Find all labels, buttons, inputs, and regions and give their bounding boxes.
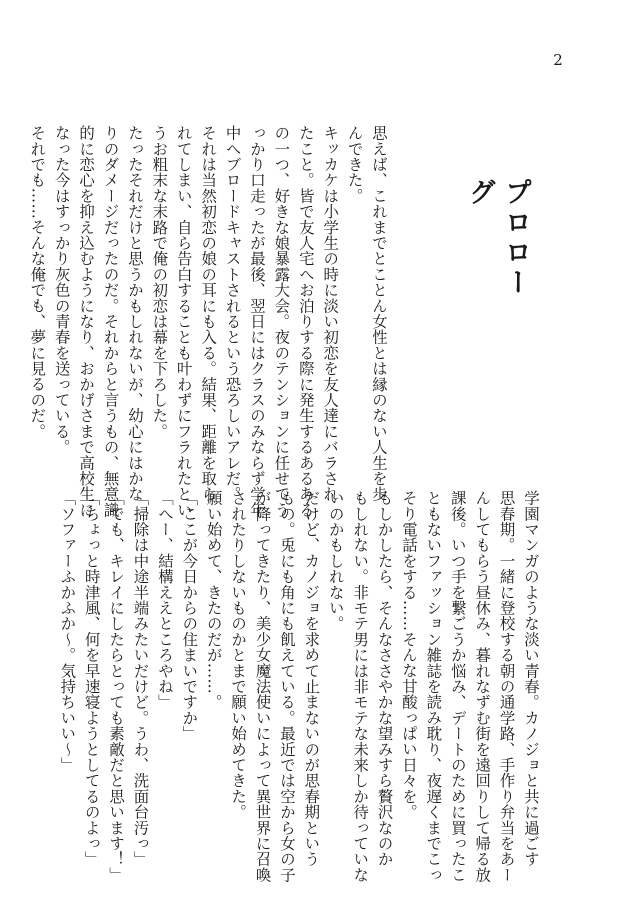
text-line: いのかもしれない。 xyxy=(326,490,345,632)
text-line: もの。兎にも角にも飢えている。最近では空から女の子 xyxy=(277,490,296,883)
text-line: だけど、カノジョを求めて止まないのが思春期という xyxy=(302,490,321,867)
text-line: 課後。いつ手を繋ごうか悩み、デートのために買ったこ xyxy=(448,490,467,883)
text-line: 思えば、これまでとことん女性とは縁のない人生を歩 xyxy=(370,125,388,502)
text-line: キッカケは小学生の時に淡い初恋を友人達にバラされ xyxy=(321,125,340,502)
text-line: されたりしないものかとまで願い始めてきた。 xyxy=(229,490,248,820)
text-line: もしれない。非モテ男には非モテな未来しか待っていな xyxy=(351,490,370,883)
text-line: 中へブロードキャストされるという恐ろしいアレだ。 xyxy=(223,125,242,502)
text-line: たったそれだけと思うかもしれないが、幼心にはかな xyxy=(125,125,144,502)
text-line: れてしまい、自ら告白することも叶わずにフラれたとい xyxy=(174,125,193,518)
text-line: そり電話をする……そんな甘酸っぱい日々を。 xyxy=(399,490,418,820)
text-line: ともないファッション雑誌を読み耽り、夜遅くまでこっ xyxy=(424,490,443,883)
text-block-bottom xyxy=(58,490,543,883)
text-line: 願い始めて、きたのだが……。 xyxy=(204,490,223,710)
chapter-title: プロローグ xyxy=(464,178,531,298)
text-line: が降ってきたり、美少女魔法使いによって異世界に召喚 xyxy=(253,490,272,883)
text-line: りのダメージだったのだ。それからと言うもの、無意識 xyxy=(101,125,120,518)
text-line: 「へー、結構ええところやね」 xyxy=(155,490,174,710)
text-line: んしてもらう昼休み、暮れなずむ街を遠回りして帰る放 xyxy=(473,490,492,883)
text-line: たこと。皆で友人宅へお泊りする際に発生するあるある xyxy=(296,125,315,518)
text-line: 「ここが今日からの住まいですか」 xyxy=(180,490,199,742)
text-block-top xyxy=(28,125,391,518)
text-line: なった今はすっかり灰色の青春を送っている。 xyxy=(52,125,71,455)
text-line: うお粗末な末路で俺の初恋は幕を下ろした。 xyxy=(150,125,169,439)
text-line: それは当然初恋の娘の耳にも入る。結果、距離を取ら xyxy=(199,125,218,502)
page-number: 2 xyxy=(553,51,563,69)
text-line: 思春期。一緒に登校する朝の通学路、手作り弁当をあー xyxy=(497,490,516,883)
text-line: もしかしたら、そんなささやかな望みすら贅沢なのか xyxy=(375,490,394,867)
text-line: んできた。 xyxy=(345,125,364,204)
text-line: 「ソファーふかふか～。気持ちいい～」 xyxy=(58,490,77,773)
text-line: それでも……そんな俺でも、夢に見るのだ。 xyxy=(28,125,47,439)
text-line: っかり口走ったが最後、翌日にはクラスのみならず学年 xyxy=(247,125,266,518)
text-line: 「掃除は中途半端みたいだけど。うわ、洗面台汚っ」 xyxy=(131,490,150,867)
text-line: 「でも、キレイにしたらとっても素敵だと思います！」 xyxy=(107,490,126,883)
text-line: 「ちょっと時津風、何を早速寝ようとしてるのよっ」 xyxy=(82,490,101,867)
text-line: の一つ、好きな娘暴露大会。夜のテンションに任せてう xyxy=(272,125,291,518)
text-line: 的に恋心を抑え込むようになり、おかげさまで高校生に xyxy=(77,125,96,518)
text-line: 学園マンガのような淡い青春。カノジョと共に過ごす xyxy=(522,490,540,867)
